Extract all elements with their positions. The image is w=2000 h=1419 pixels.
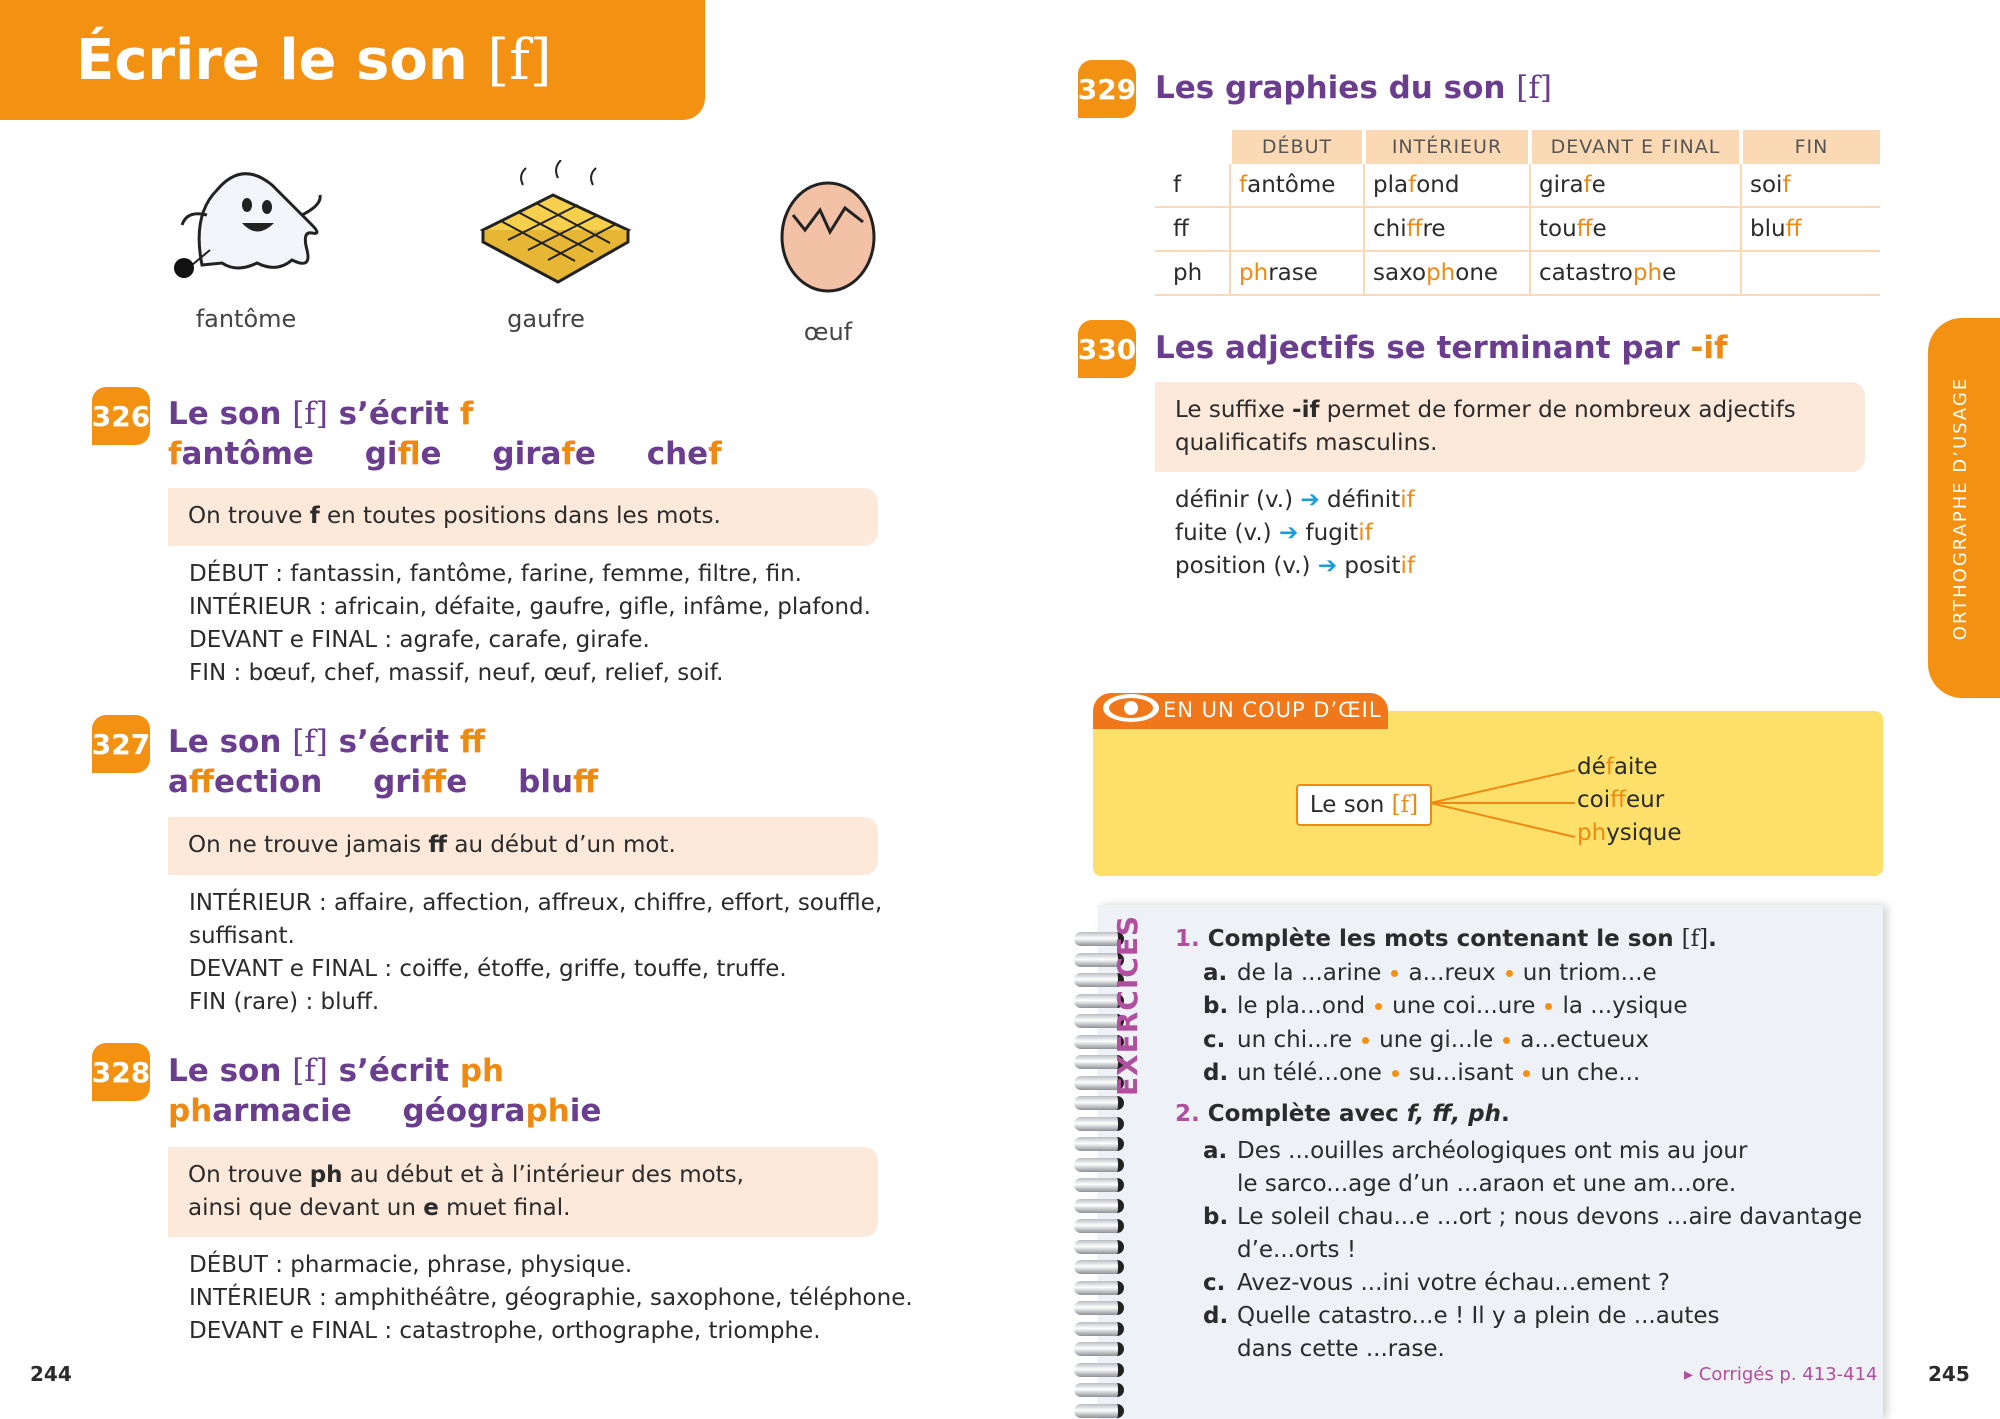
table-header: DEVANT E FINAL	[1530, 130, 1741, 164]
rule-number-327: 327	[92, 715, 150, 773]
rule-list-326: DÉBUT : fantassin, fantôme, farine, femme, filtre, fin. INTÉRIEUR : africain, défaite, gaufre, gifle, infâme, plafond. DEVANT e FINAL : agrafe, carafe, girafe. FIN : bœuf, chef, massif, neuf, œuf, relief, soif.	[189, 561, 871, 686]
spiral-ring	[1074, 1199, 1124, 1213]
spiral-ring	[1074, 1178, 1124, 1192]
spiral-ring	[1074, 1301, 1124, 1315]
exercise-question-1: 1. Complète les mots contenant le son [f].	[1175, 926, 1717, 952]
exercise-item: a. Des ...ouilles archéologiques ont mis au jour le sarco...age d’un ...araon et une am...ore.	[1203, 1138, 1748, 1197]
rule-title-326: Le son [f] s’écrit f	[168, 396, 474, 432]
spiral-ring	[1074, 1383, 1124, 1397]
exercise-question-2: 2. Complète avec f, ff, ph.	[1175, 1101, 1510, 1127]
exercise-item: b. le pla...ond une coi...ure la ...ysique	[1203, 993, 1688, 1019]
rule-title-327: Le son [f] s’écrit ff	[168, 724, 485, 760]
rule-number-329: 329	[1078, 60, 1136, 118]
summary-center-node: Le son [f]	[1296, 784, 1432, 826]
rule-number-330: 330	[1078, 320, 1136, 378]
graphies-table	[1155, 130, 1880, 296]
page-number-right: 245	[1928, 1362, 1970, 1386]
exercise-item: d. Quelle catastro...e ! Il y a plein de ...autes dans cette ...rase.	[1203, 1303, 1720, 1362]
rule-list-328: DÉBUT : pharmacie, phrase, physique. INTÉRIEUR : amphithéâtre, géographie, saxophone, téléphone. DEVANT e FINAL : catastrophe, orthographe, triomphe.	[189, 1252, 913, 1344]
exercise-item: d. un télé...one su...isant un che...	[1203, 1060, 1641, 1086]
exercise-item: a. de la ...arine a...reux un triom...e	[1203, 960, 1657, 986]
table-header: INTÉRIEUR	[1364, 130, 1530, 164]
rule-list-327: INTÉRIEUR : affaire, affection, affreux, chiffre, effort, souffle, suffisant. DEVANT e FINAL : coiffe, étoffe, griffe, touffe, truffe. FIN (rare) : bluff.	[189, 890, 883, 1015]
rule-number-328: 328	[92, 1043, 150, 1101]
rule-title-329: Les graphies du son [f]	[1155, 70, 1552, 106]
picture-label: gaufre	[507, 305, 585, 333]
list-item: position (v.) ➔ positif	[1175, 553, 1415, 579]
spiral-ring	[1074, 1096, 1124, 1110]
exercise-item: b. Le soleil chau...e ...ort ; nous devons ...aire davantage d’e...orts !	[1203, 1204, 1863, 1263]
summary-branch-word: défaite	[1577, 754, 1658, 780]
summary-branch-lines	[1430, 760, 1580, 850]
rule-title-330: Les adjectifs se terminant par -if	[1155, 330, 1728, 366]
exercise-item: c. Avez-vous ...ini votre échau...ement ?	[1203, 1270, 1670, 1296]
rule-title-328: Le son [f] s’écrit ph	[168, 1053, 505, 1089]
table-header: FIN	[1741, 130, 1880, 164]
spiral-ring	[1074, 1404, 1124, 1418]
spiral-ring	[1074, 1137, 1124, 1151]
egg-icon	[775, 170, 885, 295]
rule-number-326: 326	[92, 387, 150, 445]
table-row: ph phrase saxophone catastrophe	[1155, 251, 1880, 295]
spiral-ring	[1074, 1363, 1124, 1377]
adjective-examples	[1175, 484, 1415, 583]
waffle-icon	[468, 160, 638, 285]
rule-note-326: On trouve f en toutes positions dans les mots.	[168, 488, 878, 546]
spiral-ring	[1074, 1240, 1124, 1254]
page-title: Écrire le son [f]	[76, 28, 552, 93]
table-row: ff chiffre touffe bluff	[1155, 207, 1880, 251]
ghost-icon	[162, 155, 332, 285]
summary-branch-word: physique	[1577, 820, 1682, 846]
table-header: DÉBUT	[1230, 130, 1364, 164]
summary-box-title: EN UN COUP D’ŒIL	[1163, 698, 1382, 722]
spiral-ring	[1074, 1342, 1124, 1356]
table-row: f fantôme plafond girafe soif	[1155, 164, 1880, 207]
spiral-ring	[1074, 1158, 1124, 1172]
spiral-ring	[1074, 1219, 1124, 1233]
eye-icon	[1100, 690, 1162, 726]
rule-example-words-327: affection griffe bluff	[168, 764, 599, 800]
rule-example-words-328: pharmacie géographie	[168, 1093, 602, 1129]
list-item: définir (v.) ➔ définitif	[1175, 487, 1415, 513]
exercises-label: EXERCICES	[1111, 914, 1145, 1096]
section-side-tab-label: ORTHOGRAPHE D’USAGE	[1950, 376, 1972, 640]
rule-note-330: Le suffixe -if permet de former de nombreux adjectifs qualificatifs masculins.	[1155, 382, 1865, 472]
spiral-ring	[1074, 1117, 1124, 1131]
list-item: fuite (v.) ➔ fugitif	[1175, 520, 1373, 546]
spiral-ring	[1074, 1322, 1124, 1336]
summary-branch-word: coiffeur	[1577, 787, 1665, 813]
rule-example-words-326: fantôme gifle girafe chef	[168, 436, 722, 472]
exercise-item: c. un chi...re une gi...le a...ectueux	[1203, 1027, 1649, 1053]
corriges-link[interactable]: ▸ Corrigés p. 413-414	[1684, 1364, 1878, 1385]
spiral-ring	[1074, 1281, 1124, 1295]
page-number-left: 244	[30, 1362, 72, 1386]
spiral-ring	[1074, 1260, 1124, 1274]
picture-label: œuf	[803, 318, 853, 346]
picture-label: fantôme	[195, 305, 297, 333]
rule-note-327: On ne trouve jamais ff au début d’un mot.	[168, 817, 878, 875]
rule-note-328: On trouve ph au début et à l’intérieur des mots, ainsi que devant un e muet final.	[168, 1147, 878, 1237]
